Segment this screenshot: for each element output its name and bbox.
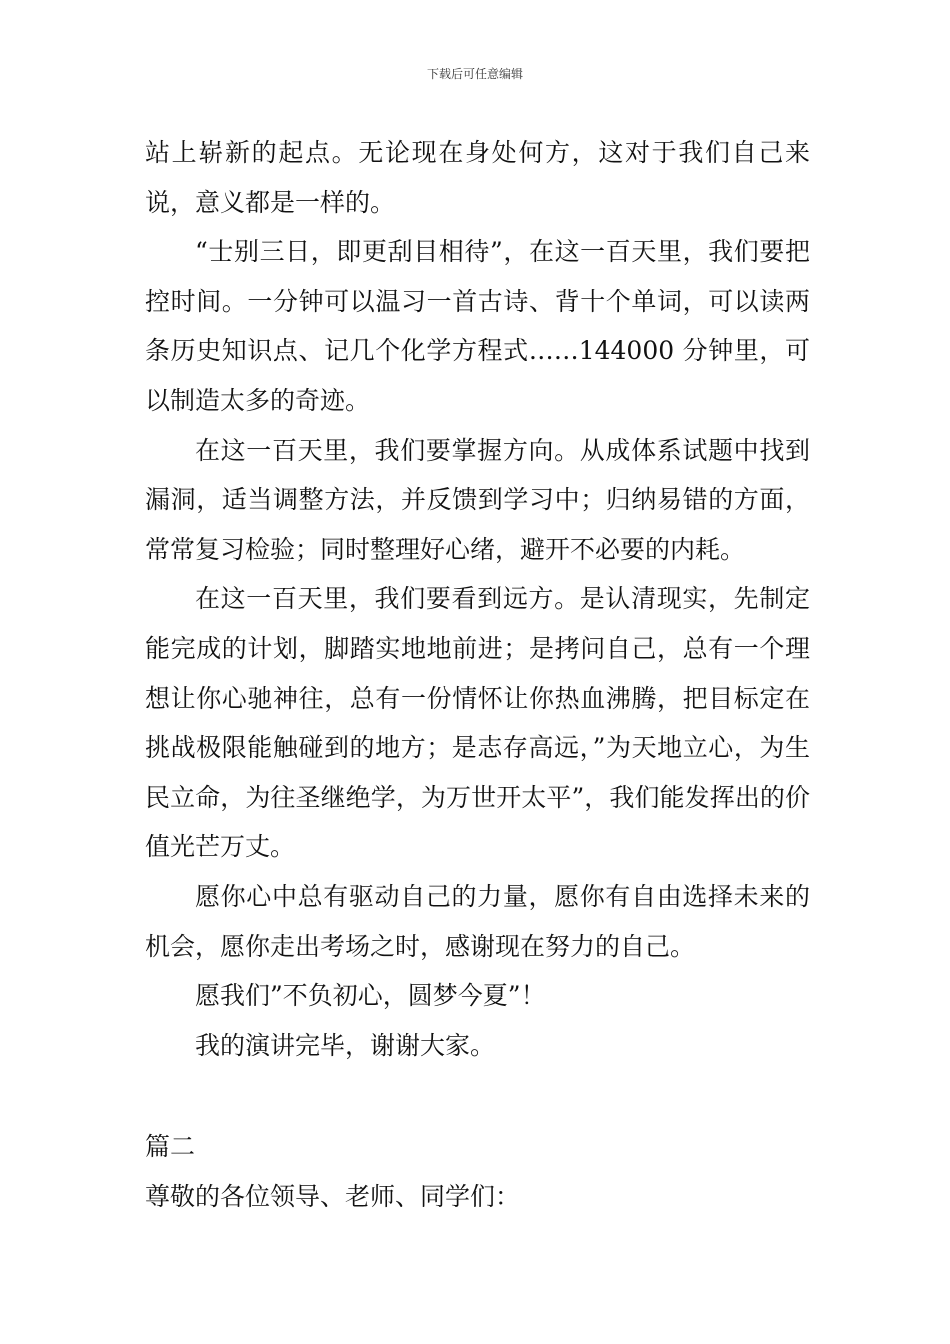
paragraph-closing: 我的演讲完毕，谢谢大家。 bbox=[195, 1030, 496, 1060]
paragraph-continuation: 站上崭新的起点。无论现在身处何方，这对于我们自己来说，意义都是一样的。 bbox=[145, 138, 810, 217]
salutation: 尊敬的各位领导、老师、同学们： bbox=[145, 1182, 521, 1211]
paragraph-distance: 在这一百天里，我们要看到远方。是认清现实，先制定能完成的计划，脚踏实地地前进；是拷问自己，总有一个理想让你心驰神往，总有一份情怀让你热血沸腾，把目标定在挑战极限能触碰到的地方；是志存高远，”为天地立心，为生民立命，为往圣继绝学，为万世开太平”，我们能发挥出的价值光芒万丈。 bbox=[145, 584, 810, 862]
paragraph-wishes: 愿你心中总有驱动自己的力量，愿你有自由选择未来的机会，愿你走出考场之时，感谢现在努力的自己。 bbox=[145, 881, 810, 961]
paragraph-time: “士别三日，即更刮目相待”，在这一百天里，我们要把控时间。一分钟可以温习一首古诗、背十个单词，可以读两条历史知识点、记几个化学方程式……144000 分钟里，可以制造太多的奇迹。 bbox=[145, 237, 810, 415]
page-header-note: 下载后可任意编辑 bbox=[426, 67, 523, 81]
paragraph-motto: 愿我们”不负初心，圆梦今夏”！ bbox=[195, 981, 546, 1011]
paragraph-direction: 在这一百天里，我们要掌握方向。从成体系试题中找到漏洞，适当调整方法，并反馈到学习中；归纳易错的方面，常常复习检验；同时整理好心绪，避开不必要的内耗。 bbox=[145, 435, 810, 564]
section-title: 篇二 bbox=[145, 1132, 196, 1161]
speech-body bbox=[145, 128, 810, 1070]
